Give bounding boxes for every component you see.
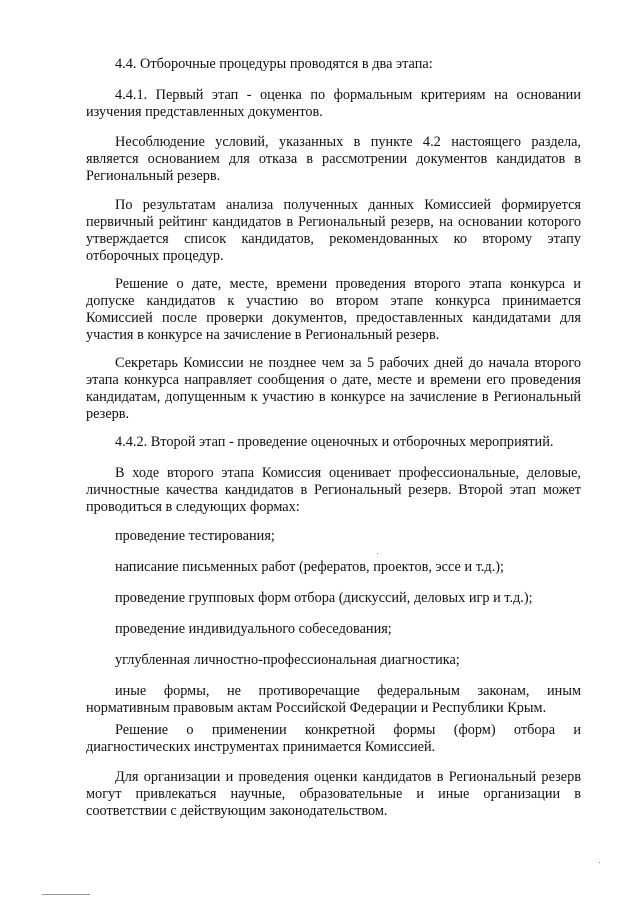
paragraph-4-4-2: 4.4.2. Второй этап - проведение оценочных и отборочных мероприятий. [115,434,554,450]
paragraph-noncompliance: Несоблюдение условий, указанных в пункте 4.2 настоящего раздела, является основанием для отказа в рассмотрении документов кандидатов в Региональный резерв. [86,134,581,184]
paragraph-primary-rating: По результатам анализа полученных данных Комиссией формируется первичный рейтинг кандидатов в Региональный резерв, на основании которого утверждается список кандидатов, рекомендованных ко второму этапу отборочных процедур. [86,197,581,264]
paragraph-secretary-notice: Секретарь Комиссии не позднее чем за 5 рабочих дней до начала второго этапа конкурса направляет сообщения о дате, месте и времени его проведения кандидатам, допущенным к участию в конкурсе на зачисление в Региональный резерв. [86,355,581,422]
paragraph-4-4: 4.4. Отборочные процедуры проводятся в два этапа: [115,56,433,72]
list-item-written-works: написание письменных работ (рефератов, проектов, эссе и т.д.); [115,559,505,575]
list-item-diagnostics: углубленная личностно-профессиональная диагностика; [115,652,460,668]
list-item-other-forms: иные формы, не противоречащие федеральным законам, иным нормативным правовым актам Российской Федерации и Республики Крым. [86,683,581,716]
paragraph-organizations: Для организации и проведения оценки кандидатов в Региональный резерв могут привлекаться научные, образовательные и иные организации в соответствии с действующим законодательством. [86,769,581,819]
scan-speck [599,862,600,863]
scan-speck [377,553,378,554]
list-item-testing: проведение тестирования; [115,528,275,544]
paragraph-second-stage-decision: Решение о дате, месте, времени проведения второго этапа конкурса и допуске кандидатов к участию во втором этапе конкурса принимается Комиссией после проверки документов, предоставленных кандидатами для участия в конкурсе на зачисление в Региональный резерв. [86,276,581,343]
list-item-group-selection: проведение групповых форм отбора (дискуссий, деловых игр и т.д.); [115,590,533,606]
paragraph-4-4-1: 4.4.1. Первый этап - оценка по формальным критериям на основании изучения представленных документов. [86,87,581,120]
paragraph-second-stage-forms: В ходе второго этапа Комиссия оценивает профессиональные, деловые, личностные качества кандидатов в Региональный резерв. Второй этап может проводиться в следующих формах: [86,465,581,515]
list-item-interview: проведение индивидуального собеседования; [115,621,392,637]
paragraph-form-decision: Решение о применении конкретной формы (форм) отбора и диагностических инструментах принимается Комиссией. [86,722,581,755]
footer-rule [42,894,90,895]
